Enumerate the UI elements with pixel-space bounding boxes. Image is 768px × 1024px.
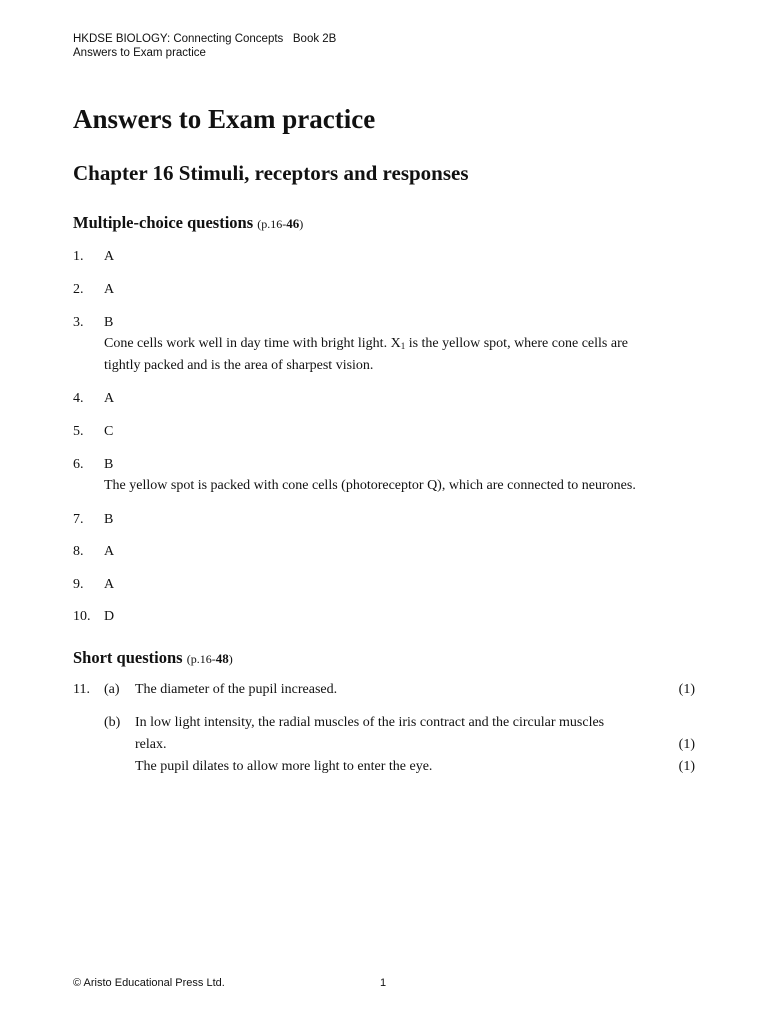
explanation-text: Cone cells work well in day time with bright light. X — [104, 336, 401, 351]
answer-explanation-line: tightly packed and is the area of sharpest vision. — [104, 358, 374, 373]
question-number: 3. — [73, 315, 84, 330]
short-ref-prefix: (p.16- — [186, 652, 216, 666]
answer-choice: C — [104, 424, 114, 439]
short-heading-text: Short questions — [73, 648, 183, 667]
subscript: 1 — [400, 341, 406, 351]
subquestion-label: (b) — [104, 715, 121, 730]
answer-choice: B — [104, 315, 114, 330]
answer-choice: D — [104, 609, 115, 624]
running-header-title: HKDSE BIOLOGY: Connecting Concepts Book 2B — [73, 33, 337, 45]
question-number: 1. — [73, 249, 84, 264]
question-number: 6. — [73, 457, 84, 472]
page-number: 1 — [380, 977, 387, 989]
subquestion-label: (a) — [104, 682, 120, 697]
answer-choice: B — [104, 457, 114, 472]
mcq-ref-page: 46 — [286, 216, 300, 231]
mark-allocation: (1) — [678, 759, 695, 774]
explanation-text: is the yellow spot, where cone cells are — [405, 336, 628, 351]
answer-choice: A — [104, 249, 115, 264]
short-page-ref — [187, 652, 233, 666]
answer-text: In low light intensity, the radial muscles of the iris contract and the circular muscles — [135, 715, 605, 730]
answer-choice: B — [104, 512, 114, 527]
answer-text: relax. — [135, 737, 167, 752]
short-ref-page: 48 — [215, 651, 229, 666]
answer-choice: A — [104, 391, 115, 406]
question-number: 8. — [73, 544, 84, 559]
question-number: 7. — [73, 512, 84, 527]
answer-explanation-line: The yellow spot is packed with cone cells (photoreceptor Q), which are connected to neurones. — [104, 478, 636, 493]
question-number: 5. — [73, 424, 84, 439]
mcq-heading-text: Multiple-choice questions — [73, 213, 254, 232]
question-number: 11. — [73, 682, 90, 697]
answer-choice: A — [104, 577, 115, 592]
running-header-subtitle: Answers to Exam practice — [73, 47, 206, 59]
mcq-section-heading — [73, 213, 303, 233]
chapter-heading: Chapter 16 Stimuli, receptors and responses — [73, 161, 469, 185]
page-title: Answers to Exam practice — [73, 104, 376, 134]
answer-choice: A — [104, 282, 115, 297]
copyright-footer: © Aristo Educational Press Ltd. — [73, 977, 225, 989]
answer-explanation-line — [104, 336, 628, 352]
mcq-ref-prefix: (p.16- — [257, 217, 287, 231]
answer-text: The diameter of the pupil increased. — [135, 682, 338, 697]
question-number: 2. — [73, 282, 84, 297]
mark-allocation: (1) — [678, 737, 695, 752]
question-number: 9. — [73, 577, 84, 592]
short-ref-suffix: ) — [228, 652, 233, 666]
mcq-ref-suffix: ) — [299, 217, 304, 231]
mark-allocation: (1) — [678, 682, 695, 697]
answer-text: The pupil dilates to allow more light to enter the eye. — [135, 759, 433, 774]
mcq-page-ref — [257, 217, 303, 231]
short-section-heading — [73, 648, 233, 668]
question-number: 4. — [73, 391, 84, 406]
answer-choice: A — [104, 544, 115, 559]
question-number: 10. — [73, 609, 91, 624]
